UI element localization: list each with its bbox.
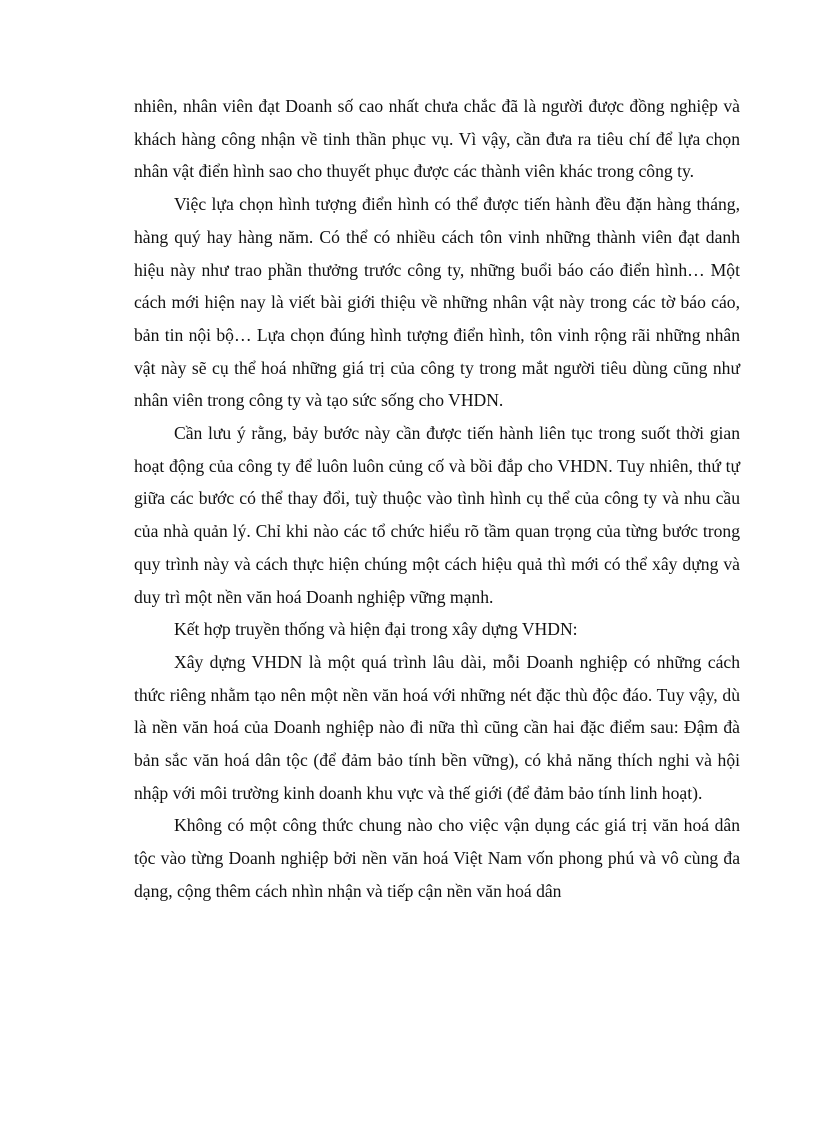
body-text <box>134 90 740 908</box>
paragraph-no-common-formula: Không có một công thức chung nào cho việc vận dụng các giá trị văn hoá dân tộc vào từng Doanh nghiệp bởi nền văn hoá Việt Nam vốn phong phú và vô cùng đa dạng, cộng thêm cách nhìn nhận và tiếp cận nền văn hoá dân <box>134 815 740 901</box>
paragraph-honoring-exemplars: Việc lựa chọn hình tượng điển hình có thể được tiến hành đều đặn hàng tháng, hàng quý hay hàng năm. Có thể có nhiều cách tôn vinh những thành viên đạt danh hiệu này như trao phần thưởng trước công ty, những buổi báo cáo điển hình… Một cách mới hiện nay là viết bài giới thiệu về những nhân vật này trong các tờ báo cáo, bản tin nội bộ… Lựa chọn đúng hình tượng điển hình, tôn vinh rộng rãi những nhân vật này sẽ cụ thể hoá những giá trị của công ty trong mắt người tiêu dùng cũng như nhân viên trong công ty và tạo sức sống cho VHDN. <box>134 194 740 411</box>
paragraph-building-culture: Xây dựng VHDN là một quá trình lâu dài, mỗi Doanh nghiệp có những cách thức riêng nhằm tạo nên một nền văn hoá với những nét đặc thù độc đáo. Tuy vậy, dù là nền văn hoá của Doanh nghiệp nào đi nữa thì cũng cần hai đặc điểm sau: Đậm đà bản sắc văn hoá dân tộc (để đảm bảo tính bền vững), có khả năng thích nghi và hội nhập với môi trường kinh doanh khu vực và thế giới (để đảm bảo tính linh hoạt). <box>134 651 740 803</box>
paragraph-seven-steps-note: Cần lưu ý rằng, bảy bước này cần được tiến hành liên tục trong suốt thời gian hoạt động của công ty để luôn luôn củng cố và bồi đắp cho VHDN. Tuy nhiên, thứ tự giữa các bước có thể thay đổi, tuỳ thuộc vào tình hình cụ thể của công ty và nhu cầu của nhà quản lý. Chỉ khi nào các tổ chức hiểu rõ tầm quan trọng của từng bước trong quy trình này và cách thực hiện chúng một cách hiệu quả thì mới có thể xây dựng và duy trì một nền văn hoá Doanh nghiệp vững mạnh. <box>134 423 740 607</box>
section-heading-tradition-modernity: Kết hợp truyền thống và hiện đại trong xây dựng VHDN: <box>174 619 578 640</box>
paragraph-continuation: nhiên, nhân viên đạt Doanh số cao nhất chưa chắc đã là người được đồng nghiệp và khách hàng công nhận về tinh thần phục vụ. Vì vậy, cần đưa ra tiêu chí để lựa chọn nhân vật điển hình sao cho thuyết phục được các thành viên khác trong công ty. <box>134 96 740 182</box>
